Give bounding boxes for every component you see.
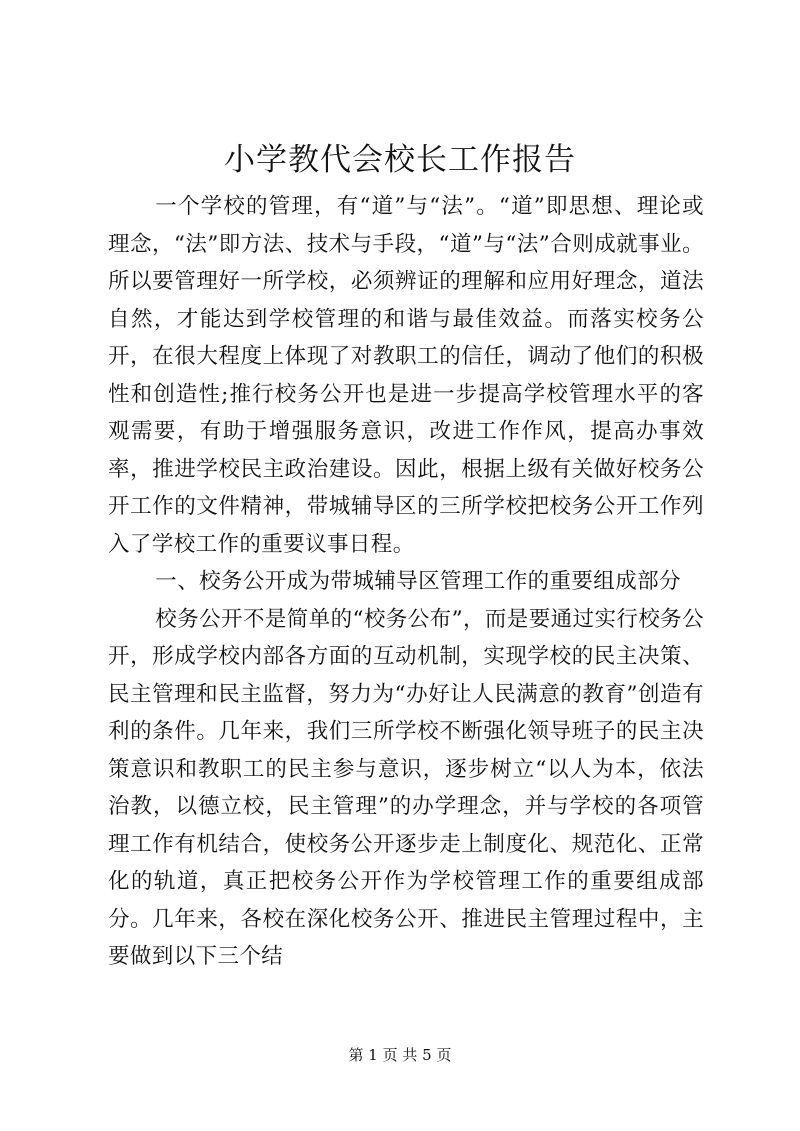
document-title: 小学教代会校长工作报告 bbox=[224, 142, 576, 178]
section-heading-1: 一、校务公开成为带城辅导区管理工作的重要组成部分 bbox=[155, 569, 681, 594]
paragraph-intro: 一个学校的管理，有“道”与“法”。“道”即思想、理论或理念，“法”即方法、技术与手段，“道”与“法”合则成就事业。所以要管理好一所学校，必须辨证的理解和应用好理念，道法自然，才能达到学校管理的和谐与最佳效益。而落实校务公开，在很大程度上体现了对教职工的信任，调动了他们的积极性和创造性;推行校务公开也是进一步提高学校管理水平的客观需要，有助于增强服务意识，改进工作作风，提高办事效率，推进学校民主政治建设。因此，根据上级有关做好校务公开工作的文件精神，带城辅导区的三所学校把校务公开工作列入了学校工作的重要议事日程。 bbox=[108, 194, 704, 557]
paragraph-section-1: 校务公开不是简单的“校务公布”，而是要通过实行校务公开，形成学校内部各方面的互动机制，实现学校的民主决策、民主管理和民主监督，努力为“办好让人民满意的教育”创造有利的条件。几年来，我们三所学校不断强化领导班子的民主决策意识和教职工的民主参与意识，逐步树立“以人为本，依法治教，以德立校，民主管理”的办学理念，并与学校的各项管理工作有机结合，使校务公开逐步走上制度化、规范化、正常化的轨道，真正把校务公开作为学校管理工作的重要组成部分。几年来，各校在深化校务公开、推进民主管理过程中，主要做到以下三个结 bbox=[108, 606, 704, 969]
document-body bbox=[108, 188, 704, 976]
page-footer: 第 1 页 共 5 页 bbox=[348, 1046, 452, 1064]
